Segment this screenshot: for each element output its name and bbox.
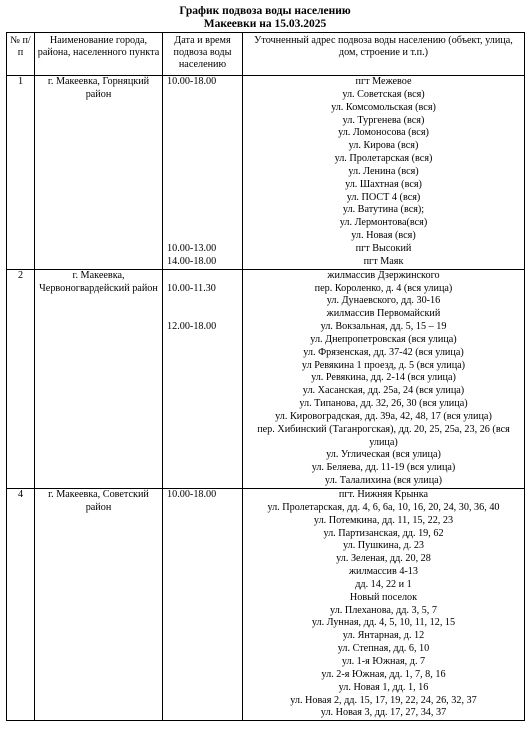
table-row [7,489,525,721]
address-entry: ул. Кировоградская, дд. 39а, 42, 48, 17 (вся улица) [275,410,492,422]
address-entry: ул. Новая 1, дд. 1, 16 [338,681,429,693]
address-entry: жилмассив Дзержинского [327,269,440,281]
address-entry: ул. Советская (вся) [342,88,425,100]
address-entry: ул. Потемкина, дд. 11, 15, 22, 23 [313,514,454,526]
row-addresses [243,269,525,488]
row-times [163,76,243,270]
address-entry: ул. Ленина (вся) [348,165,419,177]
time-entry: 10.00-18.00 [167,489,217,500]
address-entry: ул. Хасанская, дд. 25а, 24 (вся улица) [302,385,465,397]
time-entry: 10.00-11.30 [167,282,216,294]
address-entry: пер. Короленко, д. 4 (вся улица) [314,282,453,294]
address-entry: ул. Типанова, дд. 32, 26, 30 (вся улица) [299,398,468,410]
address-entry: пгт Межевое [355,76,412,87]
time-entry [167,140,240,153]
address-entry: ул. Кирова (вся) [348,140,419,152]
address-entry: дд. 14, 22 и 1 [355,578,412,590]
time-entry: 12.00-18.00 [167,321,217,333]
address-entry: ул. Лунная, дд. 4, 5, 10, 11, 12, 15 [311,617,456,629]
title-line-2: Макеевки на 15.03.2025 [203,18,327,30]
address-entry: ул. Углическая (вся улица) [326,449,441,461]
address-entry: ул. Лермонтова(вся) [339,217,428,229]
address-entry: ул. Ватутина (вся); [342,204,425,216]
header-time: Дата и время подвоза воды населению [163,33,243,76]
row-number: 4 [7,489,35,721]
time-entry [167,217,240,230]
header-district: Наименование города, района, населенного пункта [35,33,163,76]
address-entry: ул. Новая (вся) [351,230,416,242]
address-entry: ул. Пролетарская, дд. 4, 6, 6а, 10, 16, 20, 24, 30, 36, 40 [267,501,500,513]
address-entry: ул. Беляева, дд. 11-19 (вся улица) [311,462,456,474]
address-entry: ул. Новая 3, дд. 17, 27, 34, 37 [320,707,447,719]
address-entry: ул. 1-я Южная, д. 7 [341,655,426,667]
address-entry: ул. ПОСТ 4 (вся) [346,191,421,203]
time-entry [167,166,240,179]
table-header-row [7,33,525,76]
address-entry: ул. 2-я Южная, дд. 1, 7, 8, 16 [321,668,446,680]
header-address: Уточненный адрес подвоза воды населению (объект, улица, дом, строение и т.п.) [243,33,525,76]
row-times [163,269,243,488]
address-entry: жилмассив Первомайский [326,308,441,320]
time-entry [167,115,240,128]
row-addresses [243,489,525,721]
table-row [7,269,525,488]
address-entry: ул. Ревякина, дд. 2-14 (вся улица) [311,372,456,384]
address-entry: ул. Степная, дд. 6, 10 [337,643,430,655]
address-entry: ул. Тургенева (вся) [342,114,425,126]
row-number: 1 [7,76,35,270]
address-entry: ул. Партизанская, дд. 19, 62 [323,527,444,539]
time-entry [167,308,240,321]
address-entry: ул. Шахтная (вся) [345,178,422,190]
row-number: 2 [7,269,35,488]
header-num: № п/п [7,33,35,76]
address-entry: ул. Комсомольская (вся) [331,101,436,113]
address-entry: пер. Хибинский (Таганрогская), дд. 20, 25, 25а, 23, 26 (вся улица) [257,423,510,448]
address-entry: ул. Ломоносова (вся) [338,127,429,139]
time-entry [167,89,240,102]
address-entry: пгт. Нижняя Крынка [338,489,429,500]
address-entry: ул. Вокзальная, дд. 5, 15 – 19 [320,321,447,333]
address-entry: пгт Высокий [355,242,412,254]
row-district: г. Макеевка, Горняцкий район [35,76,163,270]
row-district: г. Макеевка, Червоногвардейский район [35,269,163,488]
address-entry: ул. Новая 2, дд. 15, 17, 19, 22, 24, 26, 32, 37 [290,694,477,706]
document-title [0,5,530,31]
time-entry [167,192,240,205]
address-entry: ул. Талалихина (вся улица) [324,475,443,487]
time-entry [167,127,240,140]
address-entry: пгт Маяк [363,255,404,267]
address-entry: ул. Янтарная, д. 12 [342,630,425,642]
title-line-1: График подвоза воды населению [179,5,351,17]
time-entry [167,295,240,308]
address-entry: Новый поселок [349,591,418,603]
time-entry [167,230,240,243]
address-entry: ул. Пролетарская (вся) [334,153,433,165]
address-entry: жилмассив 4-13 [349,566,418,578]
address-entry: ул. Плеханова, дд. 3, 5, 7 [330,604,437,616]
water-delivery-table [6,32,525,721]
address-entry: ул. Днепропетровская (вся улица) [310,333,457,345]
address-entry: ул Ревякина 1 проезд, д. 5 (вся улица) [301,359,466,371]
address-entry: ул. Фрязенская, дд. 37-42 (вся улица) [303,346,464,358]
time-entry [167,204,240,217]
row-district: г. Макеевка, Советский район [35,489,163,721]
time-entry [167,179,240,192]
row-times [163,489,243,721]
address-entry: ул. Пушкина, д. 23 [342,540,425,552]
address-entry: ул. Зеленая, дд. 20, 28 [336,553,431,565]
time-entry: 14.00-18.00 [167,255,217,267]
address-entry: ул. Дунаевского, дд. 30-16 [326,295,441,307]
time-entry [167,270,240,283]
time-entry: 10.00-18.00 [167,76,217,87]
time-entry [167,102,240,115]
table-row [7,76,525,270]
time-entry: 10.00-13.00 [167,242,217,254]
time-entry [167,153,240,166]
row-addresses [243,76,525,270]
